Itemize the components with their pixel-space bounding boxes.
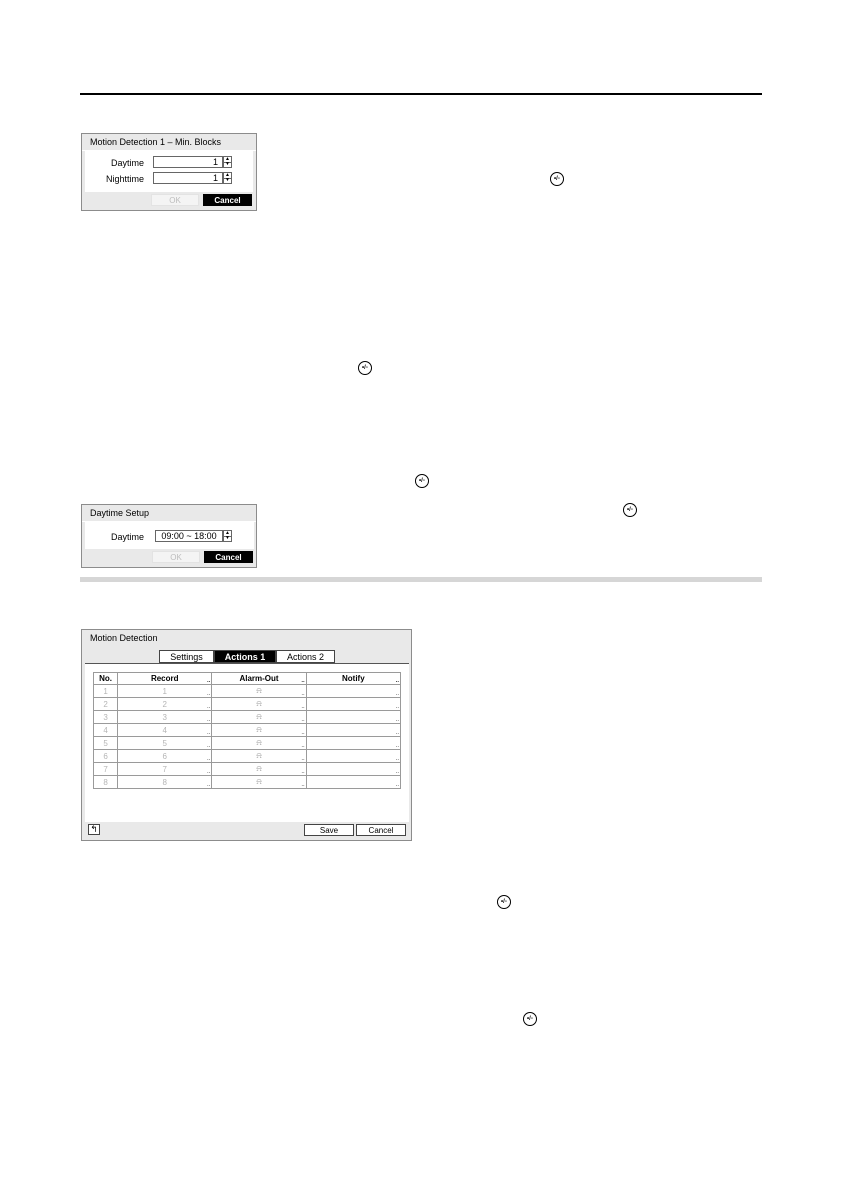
remote-enter-button-icon: •/▫: [415, 474, 429, 488]
column-header-alarm-out[interactable]: Alarm-Out ..: [212, 673, 306, 685]
alarm-out-cell[interactable]: ⍾ ..: [212, 750, 306, 763]
bell-icon: ⍾: [256, 764, 262, 773]
daytime-setup-dialog: [81, 504, 257, 568]
record-cell[interactable]: 1 ..: [118, 685, 212, 698]
notify-cell[interactable]: ..: [306, 776, 400, 789]
record-value: 4: [162, 725, 167, 735]
remote-enter-button-icon: •/▫: [358, 361, 372, 375]
column-header-record[interactable]: Record ..: [118, 673, 212, 685]
row-number: 2: [94, 698, 118, 711]
daytime-label: Daytime: [110, 532, 144, 542]
row-number: 3: [94, 711, 118, 724]
record-value: 5: [162, 738, 167, 748]
motion-detection-dialog: [81, 629, 412, 841]
table-row[interactable]: [94, 685, 401, 698]
notify-cell[interactable]: ..: [306, 711, 400, 724]
tab-actions-2[interactable]: Actions 2: [276, 650, 335, 663]
table-row[interactable]: [94, 750, 401, 763]
table-row[interactable]: [94, 724, 401, 737]
row-number: 4: [94, 724, 118, 737]
tab-actions-1[interactable]: Actions 1: [214, 650, 276, 663]
row-number: 7: [94, 763, 118, 776]
row-number: 6: [94, 750, 118, 763]
record-cell[interactable]: 3 ..: [118, 711, 212, 724]
table-row[interactable]: [94, 776, 401, 789]
alarm-out-cell[interactable]: ⍾ ..: [212, 698, 306, 711]
stepper-down-icon[interactable]: ▼: [225, 161, 230, 167]
table-row[interactable]: [94, 737, 401, 750]
stepper-up-icon[interactable]: ▲: [225, 530, 230, 536]
record-value: 2: [162, 699, 167, 709]
cancel-button[interactable]: Cancel: [356, 824, 406, 836]
daytime-range-stepper[interactable]: [223, 530, 232, 542]
record-value: 8: [162, 777, 167, 787]
top-rule: [80, 93, 762, 95]
ok-button[interactable]: OK: [151, 194, 199, 206]
column-header-notify[interactable]: Notify ..: [306, 673, 400, 685]
dialog-title: Motion Detection 1 – Min. Blocks: [82, 134, 256, 151]
alarm-out-cell[interactable]: ⍾ ..: [212, 763, 306, 776]
record-value: 6: [162, 751, 167, 761]
notify-cell[interactable]: ..: [306, 698, 400, 711]
notify-cell[interactable]: ..: [306, 750, 400, 763]
row-number: 5: [94, 737, 118, 750]
table-header-row: [94, 673, 401, 685]
daytime-range-field[interactable]: 09:00 ~ 18:00: [155, 530, 223, 542]
alarm-out-cell[interactable]: ⍾ ..: [212, 724, 306, 737]
min-blocks-dialog: [81, 133, 257, 211]
bell-icon: ⍾: [256, 751, 262, 760]
section-separator: [80, 577, 762, 582]
nighttime-blocks-field[interactable]: 1: [153, 172, 223, 184]
record-value: 3: [162, 712, 167, 722]
remote-enter-button-icon: •/▫: [497, 895, 511, 909]
notify-cell[interactable]: ..: [306, 763, 400, 776]
notify-cell[interactable]: ..: [306, 724, 400, 737]
save-button[interactable]: Save: [304, 824, 354, 836]
stepper-up-icon[interactable]: ▲: [225, 156, 230, 162]
bell-icon: ⍾: [256, 686, 262, 695]
bell-icon: ⍾: [256, 777, 262, 786]
daytime-stepper[interactable]: [223, 156, 232, 168]
ok-button[interactable]: OK: [152, 551, 200, 563]
row-number: 1: [94, 685, 118, 698]
alarm-out-cell[interactable]: ⍾ ..: [212, 776, 306, 789]
record-cell[interactable]: 2 ..: [118, 698, 212, 711]
table-row[interactable]: [94, 698, 401, 711]
dialog-title: Daytime Setup: [82, 505, 256, 522]
alarm-out-cell[interactable]: ⍾ ..: [212, 711, 306, 724]
bell-icon: ⍾: [256, 699, 262, 708]
record-value: 1: [162, 686, 167, 696]
stepper-down-icon[interactable]: ▼: [225, 535, 230, 541]
stepper-up-icon[interactable]: ▲: [225, 172, 230, 178]
notify-cell[interactable]: ..: [306, 685, 400, 698]
record-cell[interactable]: 5 ..: [118, 737, 212, 750]
record-value: 7: [162, 764, 167, 774]
remote-enter-button-icon: •/▫: [623, 503, 637, 517]
row-number: 8: [94, 776, 118, 789]
stepper-down-icon[interactable]: ▼: [225, 177, 230, 183]
cancel-button[interactable]: Cancel: [203, 194, 252, 206]
column-header-no: No.: [94, 673, 118, 685]
alarm-out-cell[interactable]: ⍾ ..: [212, 737, 306, 750]
record-cell[interactable]: 7 ..: [118, 763, 212, 776]
record-cell[interactable]: 6 ..: [118, 750, 212, 763]
daytime-blocks-field[interactable]: 1: [153, 156, 223, 168]
bell-icon: ⍾: [256, 738, 262, 747]
remote-enter-button-icon: •/▫: [523, 1012, 537, 1026]
bell-icon: ⍾: [256, 712, 262, 721]
record-cell[interactable]: 8 ..: [118, 776, 212, 789]
back-arrow-icon[interactable]: ↰: [88, 824, 100, 835]
actions-table: [93, 672, 401, 789]
record-cell[interactable]: 4 ..: [118, 724, 212, 737]
alarm-out-cell[interactable]: ⍾ ..: [212, 685, 306, 698]
dialog-title: Motion Detection: [82, 630, 411, 646]
cancel-button[interactable]: Cancel: [204, 551, 253, 563]
tab-settings[interactable]: Settings: [159, 650, 214, 663]
table-row[interactable]: [94, 711, 401, 724]
table-row[interactable]: [94, 763, 401, 776]
remote-enter-button-icon: •/▫: [550, 172, 564, 186]
nighttime-stepper[interactable]: [223, 172, 232, 184]
nighttime-label: Nighttime: [105, 174, 144, 184]
bell-icon: ⍾: [256, 725, 262, 734]
notify-cell[interactable]: ..: [306, 737, 400, 750]
daytime-label: Daytime: [110, 158, 144, 168]
